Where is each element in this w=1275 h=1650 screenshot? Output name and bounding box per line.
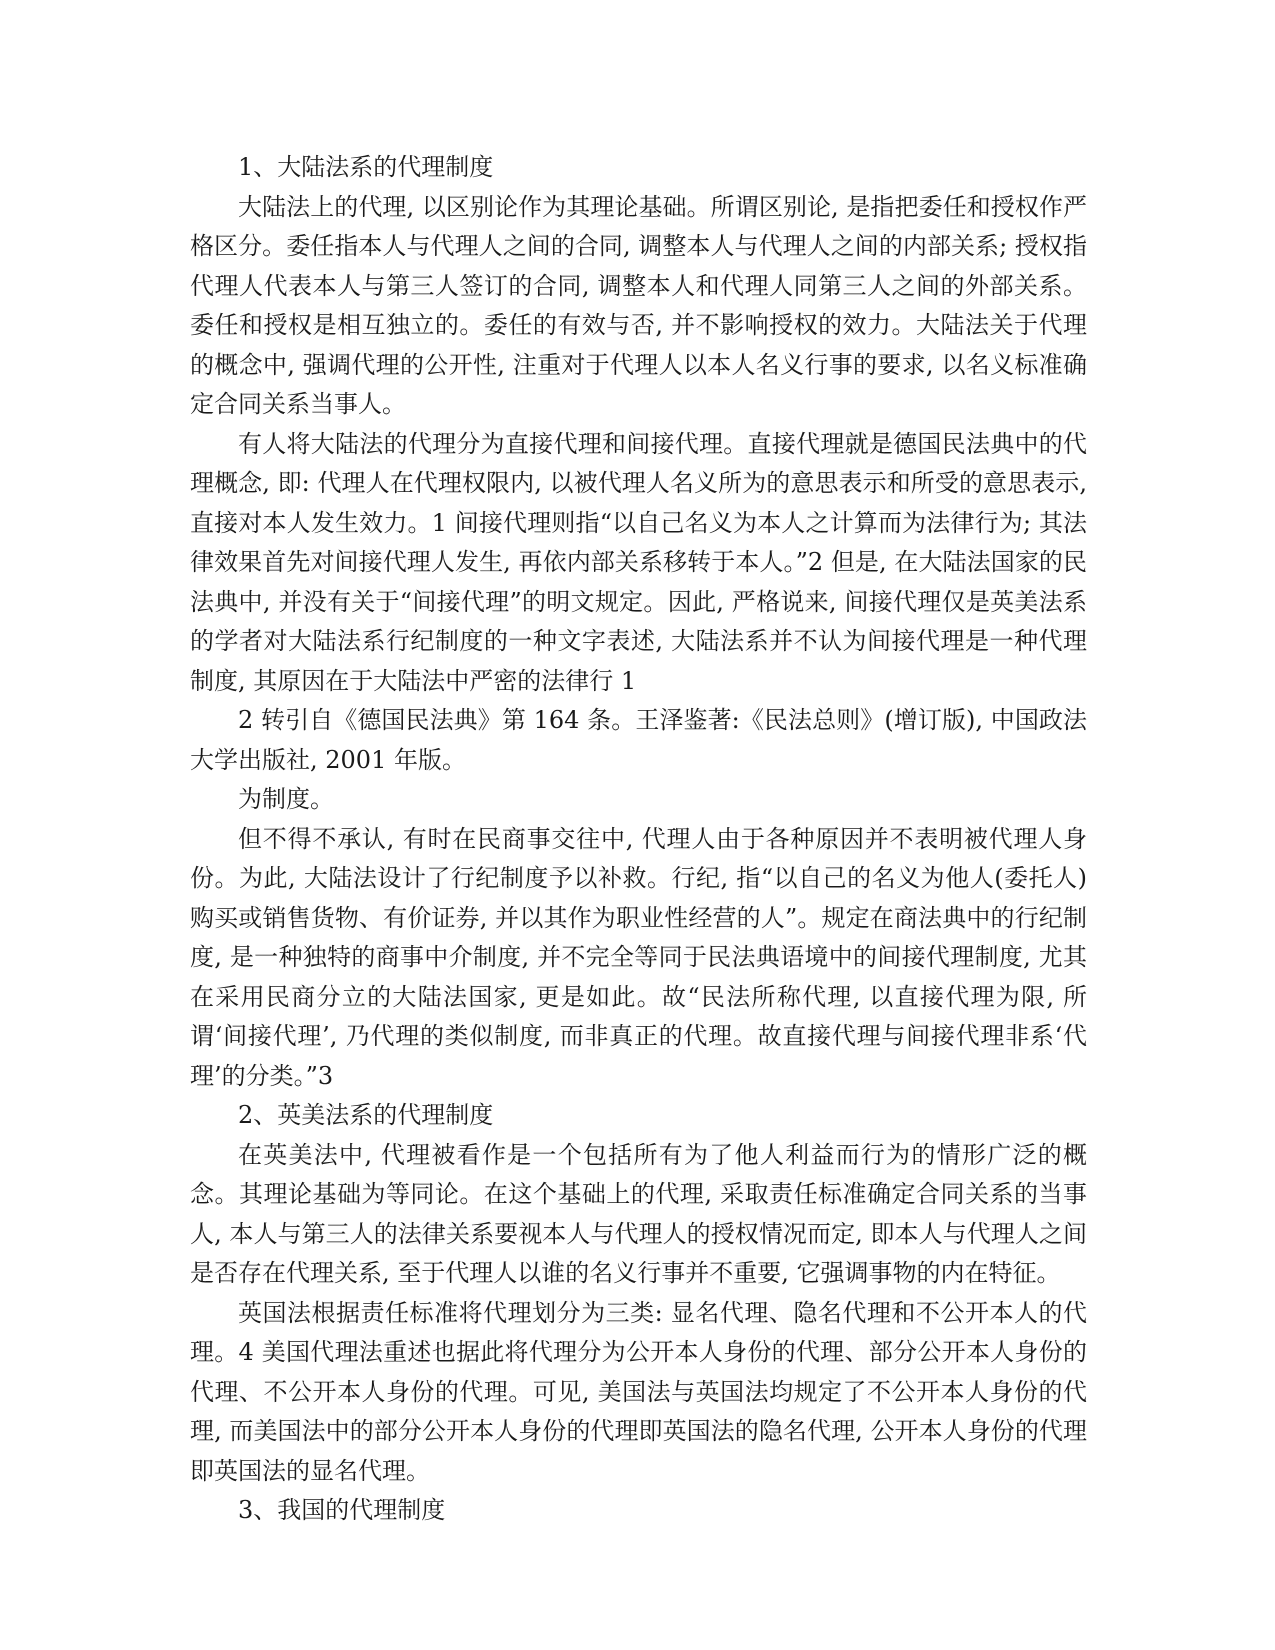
section-heading-common-law: 2、英美法系的代理制度 [238,1101,494,1129]
section-heading-civil-law: 1、大陆法系的代理制度 [238,153,494,181]
footnote-paragraph: 2 转引自《德国民法典》第 164 条。王泽鉴著:《民法总则》(增订版), 中国政法大学出版社, 2001 年版。 [190,706,1087,774]
section-heading-china: 3、我国的代理制度 [238,1496,446,1524]
paragraph: 为制度。 [238,785,334,813]
paragraph: 在英美法中, 代理被看作是一个包括所有为了他人利益而行为的情形广泛的概念。其理论基础为等同论。在这个基础上的代理, 采取责任标准确定合同关系的当事人, 本人与第三人的法律关系要视本人与代理人的授权情况而定, 即本人与代理人之间是否存在代理关系, 至于代理人以谁的名义行事并不重要, 它强调事物的内在特征。 [190,1140,1087,1287]
paragraph: 有人将大陆法的代理分为直接代理和间接代理。直接代理就是德国民法典中的代理概念, 即: 代理人在代理权限内, 以被代理人名义所为的意思表示和所受的意思表示, 直接对本人发生效力。1 间接代理则指“以自己名义为本人之计算而为法律行为; 其法律效果首先对间接代理人发生, 再依内部关系移转于本人。”2 但是, 在大陆法国家的民法典中, 并没有关于“间接代理”的明文规定。因此, 严格说来, 间接代理仅是英美法系的学者对大陆法系行纪制度的一种文字表述, 大陆法系并不认为间接代理是一种代理制度, 其原因在于大陆法中严密的法律行 1 [190,429,1087,695]
paragraph: 英国法根据责任标准将代理划分为三类: 显名代理、隐名代理和不公开本人的代理。4 美国代理法重述也据此将代理分为公开本人身份的代理、部分公开本人身份的代理、不公开本人身份的代理。可见, 美国法与英国法均规定了不公开本人身份的代理, 而美国法中的部分公开本人身份的代理即英国法的隐名代理, 公开本人身份的代理即英国法的显名代理。 [190,1298,1087,1485]
document-page [190,148,1087,1531]
paragraph: 大陆法上的代理, 以区别论作为其理论基础。所谓区别论, 是指把委任和授权作严格区分。委任指本人与代理人之间的合同, 调整本人与代理人之间的内部关系; 授权指代理人代表本人与第三人签订的合同, 调整本人和代理人同第三人之间的外部关系。委任和授权是相互独立的。委任的有效与否, 并不影响授权的效力。大陆法关于代理的概念中, 强调代理的公开性, 注重对于代理人以本人名义行事的要求, 以名义标准确定合同关系当事人。 [190,192,1087,418]
paragraph: 但不得不承认, 有时在民商事交往中, 代理人由于各种原因并不表明被代理人身份。为此, 大陆法设计了行纪制度予以补救。行纪, 指“以自己的名义为他人(委托人)购买或销售货物、有价证券, 并以其作为职业性经营的人”。规定在商法典中的行纪制度, 是一种独特的商事中介制度, 并不完全等同于民法典语境中的间接代理制度, 尤其在采用民商分立的大陆法国家, 更是如此。故“民法所称代理, 以直接代理为限, 所谓‘间接代理’, 乃代理的类似制度, 而非真正的代理。故直接代理与间接代理非系‘代理’的分类。”3 [190,824,1087,1090]
